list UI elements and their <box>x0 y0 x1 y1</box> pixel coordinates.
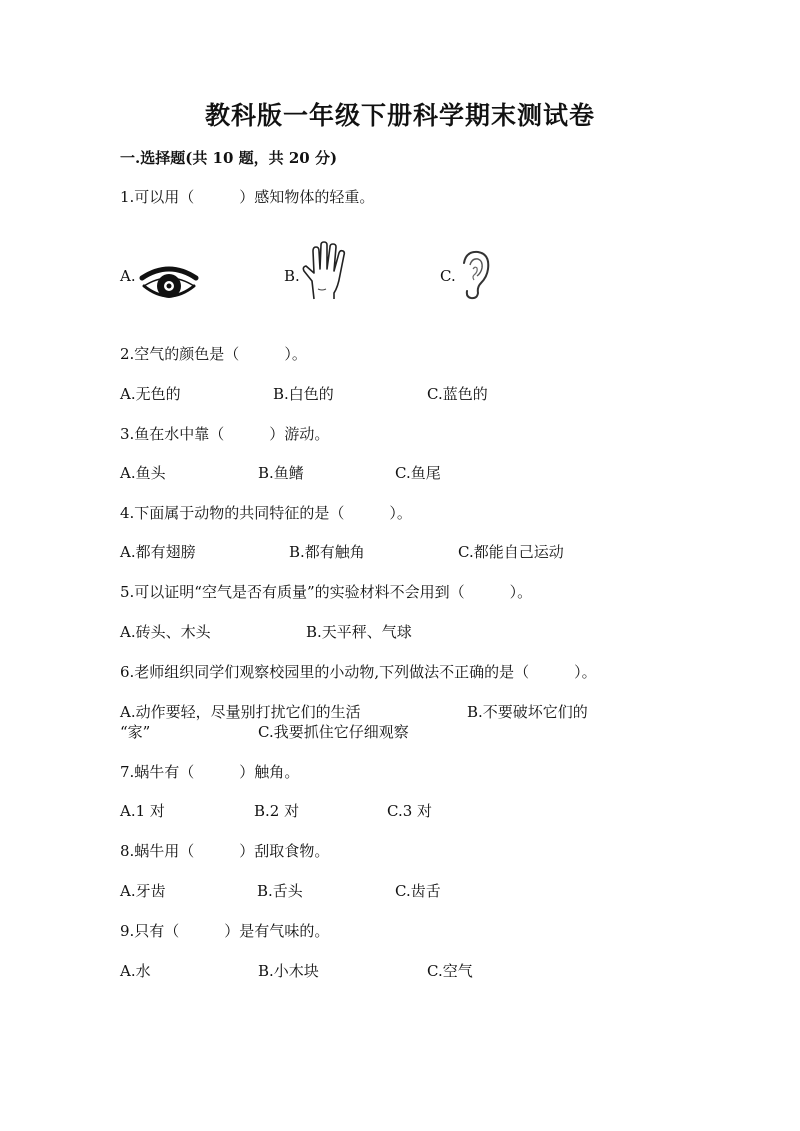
question-9-option-b: B.小木块 <box>258 962 319 980</box>
hand-icon <box>300 241 352 303</box>
question-2-option-c: C.蓝色的 <box>427 385 488 403</box>
question-9-option-a: A.水 <box>120 962 151 980</box>
question-6-option-a: A.动作要轻，尽量别打扰它们的生活 <box>120 703 361 721</box>
question-7-option-b: B.2 对 <box>254 802 300 820</box>
question-1-option-c: C. <box>440 267 456 285</box>
question-8-option-b: B.舌头 <box>257 882 303 900</box>
question-2-option-b: B.白色的 <box>273 385 334 403</box>
eye-icon <box>138 262 200 304</box>
question-6-stem: 6.老师组织同学们观察校园里的小动物,下列做法不正确的是（ ）。 <box>120 663 597 681</box>
page-title: 教科版一年级下册科学期末测试卷 <box>204 101 595 130</box>
question-3-option-b: B.鱼鳍 <box>258 464 304 482</box>
section-heading: 一.选择题(共 10 题，共 20 分) <box>120 149 338 167</box>
question-6-option-c: C.我要抓住它仔细观察 <box>258 723 409 741</box>
question-7-option-a: A.1 对 <box>120 802 165 820</box>
question-7-stem: 7.蜗牛有（ ）触角。 <box>120 763 300 781</box>
question-5-option-a: A.砖头、木头 <box>120 623 211 641</box>
question-5-stem: 5.可以证明“空气是否有质量”的实验材料不会用到（ ）。 <box>120 583 533 601</box>
question-9-option-c: C.空气 <box>427 962 473 980</box>
question-1-option-a: A. <box>120 267 136 285</box>
question-7-option-c: C.3 对 <box>387 802 433 820</box>
question-9-stem: 9.只有（ ）是有气味的。 <box>120 922 330 940</box>
question-2-stem: 2.空气的颜色是（ ）。 <box>120 345 307 363</box>
question-4-option-c: C.都能自己运动 <box>458 543 564 561</box>
question-6-option-b: B.不要破坏它们的 <box>467 703 588 721</box>
question-5-option-b: B.天平秤、气球 <box>306 623 412 641</box>
question-3-option-c: C.鱼尾 <box>395 464 441 482</box>
question-4-option-b: B.都有触角 <box>289 543 365 561</box>
question-2-option-a: A.无色的 <box>120 385 181 403</box>
question-6-option-b-continued: “家” <box>120 723 151 741</box>
question-8-option-a: A.牙齿 <box>120 882 166 900</box>
question-4-stem: 4.下面属于动物的共同特征的是（ ）。 <box>120 504 412 522</box>
ear-icon <box>456 249 492 301</box>
question-3-stem: 3.鱼在水中靠（ ）游动。 <box>120 425 330 443</box>
question-1-option-b: B. <box>284 267 300 285</box>
question-4-option-a: A.都有翅膀 <box>120 543 196 561</box>
question-8-stem: 8.蜗牛用（ ）刮取食物。 <box>120 842 330 860</box>
question-3-option-a: A.鱼头 <box>120 464 166 482</box>
question-8-option-c: C.齿舌 <box>395 882 441 900</box>
question-1-stem: 1.可以用（ ）感知物体的轻重。 <box>120 188 375 206</box>
